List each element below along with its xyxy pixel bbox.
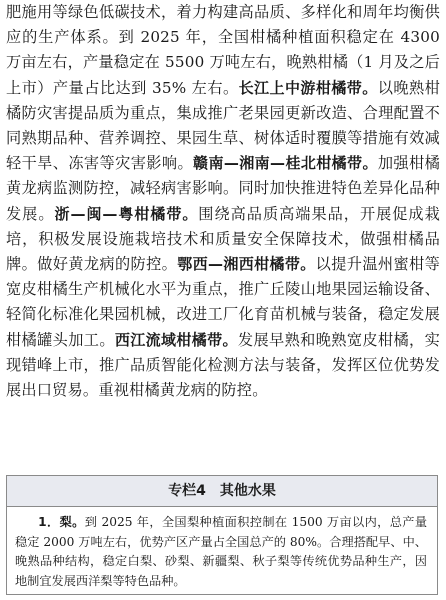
region-heading: 浙—闽—粤柑橘带。 [54,204,199,223]
text-run: 加强柑橘黄龙病监测防控，减轻病害影响。同时加快推进特色差异化品种发展。 [6,154,440,223]
text-run: 发展早熟和晚熟宽皮柑橘，实现错峰上市，推广品质智能化检测方法与装备，发挥区位优势发展出口贸易。重视柑橘黄龙病的防控。 [6,330,440,400]
sidebar-box [6,475,438,595]
box-title: 专栏4 其他水果 [7,476,437,507]
region-heading: 西江流域柑橘带。 [114,330,238,349]
box-item-lead: 1．梨。 [38,515,85,529]
box-item-text: 到 2025 年，全国梨种植面积控制在 1500 万亩以内，总产量稳定 2000 万吨左右，优势产区产量占全国总产的 80%。合理搭配早、中、晚熟品种结构，稳定白梨、砂梨、新疆梨、秋子梨等传统优势品种生产，因地制宜发展西洋梨等特色品种。 [15,515,428,588]
region-heading: 赣南—湘南—桂北柑橘带。 [193,154,378,173]
box-paragraph [15,513,427,591]
text-run: 围绕高品质高端果品，开展促成栽培，积极发展设施栽培技术和质量安全保障技术，做强柑橘品牌。做好黄龙病的防控。 [6,204,440,274]
text-run: 肥施用等绿色低碳技术，着力构建高品质、多样化和周年均衡供应的生产体系。到 2025 年，全国柑橘种植面积稳定在 4300 万亩左右，产量稳定在 5500 万吨左右，晚熟柑橘（1 月及之后上市）产量占比达到 35% 左右。 [6,3,440,97]
box-body [7,507,437,591]
text-run: 以提升温州蜜柑等宽皮柑橘生产机械化水平为重点，推广丘陵山地果园运输设备、轻简化标准化果园机械，改进工厂化育苗机械与装备，稳定发展柑橘罐头加工。 [6,255,440,349]
region-heading: 鄂西—湘西柑橘带。 [177,255,316,274]
paragraph-text [6,0,440,403]
body-paragraph [6,0,440,403]
text-run: 以晚熟柑橘防灾害提品质为重点，集成推广老果园更新改造、合理配置不同熟期品种、营养调控、果园生草、树体适时覆膜等措施有效减轻干旱、冻害等灾害影响。 [6,78,440,173]
region-heading: 长江上中游柑橘带。 [238,78,378,97]
